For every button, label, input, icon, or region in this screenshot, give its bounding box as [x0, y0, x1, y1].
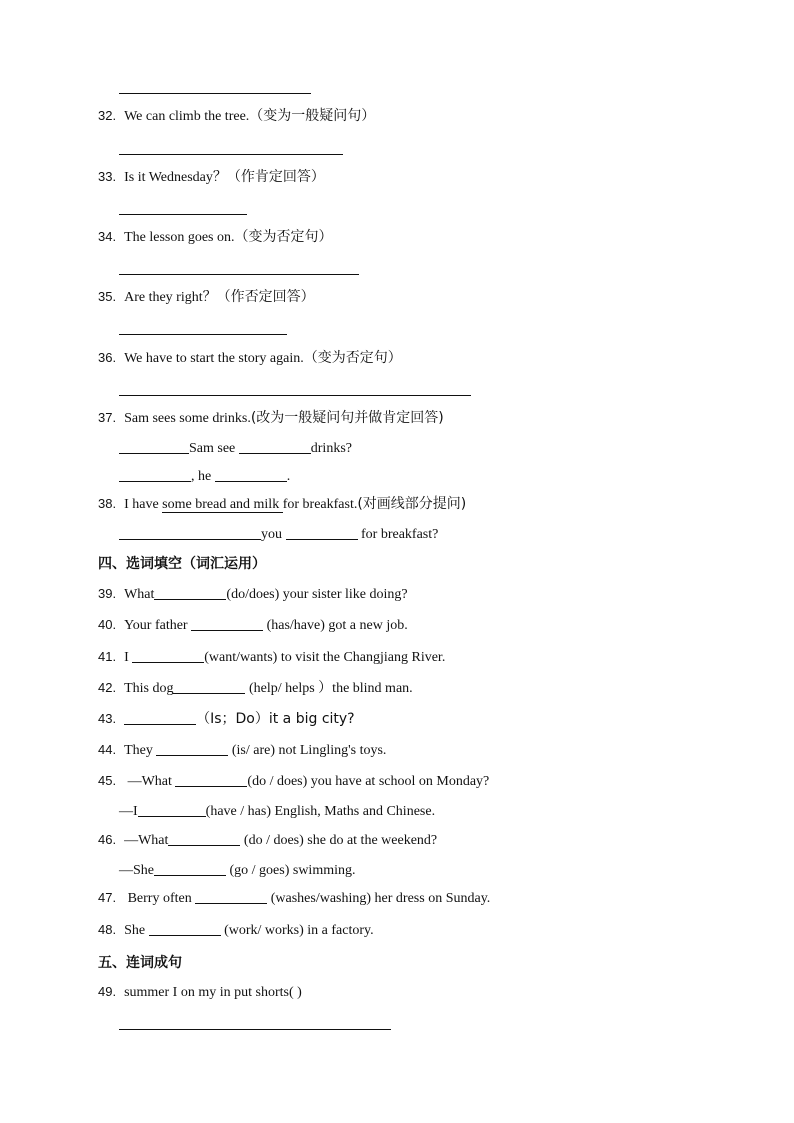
fill-blank[interactable]: [173, 679, 245, 694]
answer-line-35[interactable]: [119, 333, 287, 335]
section-heading-5: 五、连词成句: [98, 955, 182, 971]
instruction: (改为一般疑问句并做肯定回答): [250, 410, 444, 426]
sentence-part: (go / goes) swimming.: [226, 863, 356, 878]
question-number: 46.: [98, 832, 117, 847]
question-46-line-2: [119, 861, 356, 880]
sentence-part: (has/have) got a new job.: [263, 618, 408, 633]
fill-blank[interactable]: [119, 525, 261, 540]
question-text: for breakfast.: [282, 497, 358, 512]
question-38-line-1: [119, 525, 438, 544]
sentence-part: —What: [124, 833, 169, 848]
sentence-part: .: [286, 469, 291, 484]
question-37-line-2: [119, 467, 290, 486]
sentence-part: (have / has) English, Maths and Chinese.: [205, 804, 436, 819]
sentence-part: —She: [119, 863, 154, 878]
fill-blank[interactable]: [119, 467, 191, 482]
question-number: 33.: [98, 169, 117, 184]
question-number: 43.: [98, 711, 117, 726]
sentence-part: She: [124, 923, 149, 938]
question-48: [98, 921, 374, 940]
question-47: [98, 889, 490, 908]
sentence-part: They: [124, 743, 157, 758]
sentence-part: (work/ works) in a factory.: [220, 923, 374, 938]
fill-blank[interactable]: [175, 772, 247, 787]
instruction: （变为一般疑问句）: [249, 108, 376, 124]
question-35: [98, 288, 315, 307]
fill-blank[interactable]: [239, 439, 311, 454]
sentence-part: Sam see: [189, 441, 239, 456]
answer-line-34[interactable]: [119, 273, 359, 275]
fill-blank[interactable]: [149, 921, 221, 936]
sentence-part: (want/wants) to visit the Changjiang River.: [204, 650, 446, 665]
question-number: 41.: [98, 649, 117, 664]
instruction: （变为否定句）: [303, 350, 402, 366]
sentence-part: (help/ helps ）the blind man.: [245, 681, 413, 696]
fill-blank[interactable]: [195, 889, 267, 904]
answer-line-49[interactable]: [119, 1028, 391, 1030]
question-number: 38.: [98, 496, 117, 511]
question-text: We have to start the story again.: [124, 351, 304, 366]
question-42: [98, 679, 413, 698]
question-text: Are they right？: [124, 290, 217, 305]
question-text: We can climb the tree.: [124, 109, 250, 124]
fill-blank[interactable]: [156, 741, 228, 756]
sentence-part: (do / does) you have at school on Monday?: [247, 774, 490, 789]
fill-blank[interactable]: [138, 802, 206, 817]
question-41: [98, 648, 445, 667]
question-43: [98, 710, 355, 729]
question-text: The lesson goes on.: [124, 230, 235, 245]
fill-blank[interactable]: [286, 525, 358, 540]
question-44: [98, 741, 386, 760]
sentence-part: for breakfast?: [357, 527, 439, 542]
sentence-part: , he: [191, 469, 215, 484]
fill-blank[interactable]: [154, 861, 226, 876]
question-number: 37.: [98, 410, 117, 425]
fill-blank[interactable]: [168, 831, 240, 846]
sentence-part: —What: [124, 774, 176, 789]
sentence-part: Berry often: [124, 891, 196, 906]
sentence-part: I: [124, 650, 133, 665]
instruction: （变为否定句）: [234, 229, 333, 245]
question-46: [98, 831, 437, 850]
sentence-part: Your father: [124, 618, 192, 633]
question-text: I have: [124, 497, 163, 512]
answer-line-31[interactable]: [119, 92, 311, 94]
instruction: （作否定回答）: [216, 289, 315, 305]
question-45-line-2: [119, 802, 435, 821]
sentence-part: (washes/washing) her dress on Sunday.: [267, 891, 491, 906]
sentence-part: (is/ are) not Lingling's toys.: [228, 743, 387, 758]
question-number: 42.: [98, 680, 117, 695]
question-34: [98, 228, 333, 247]
sentence-part: What: [124, 587, 155, 602]
question-number: 32.: [98, 108, 117, 123]
question-text: summer I on my in put shorts( ): [124, 985, 302, 1000]
question-text: Sam sees some drinks.: [124, 411, 251, 426]
answer-line-33[interactable]: [119, 213, 247, 215]
question-number: 36.: [98, 350, 117, 365]
question-33: [98, 168, 325, 187]
sentence-part: drinks?: [310, 441, 352, 456]
instruction: （作肯定回答）: [226, 169, 325, 185]
answer-line-36[interactable]: [119, 394, 471, 396]
question-number: 49.: [98, 984, 117, 999]
question-number: 40.: [98, 617, 117, 632]
question-32: [98, 107, 375, 126]
question-number: 35.: [98, 289, 117, 304]
sentence-part: —I: [119, 804, 138, 819]
sentence-part: (do/does) your sister like doing?: [226, 587, 408, 602]
fill-blank[interactable]: [215, 467, 287, 482]
question-40: [98, 616, 408, 635]
instruction: (对画线部分提问): [357, 496, 467, 512]
question-number: 48.: [98, 922, 117, 937]
sentence-part: This dog: [124, 681, 174, 696]
sentence-part: you: [261, 527, 286, 542]
question-number: 34.: [98, 229, 117, 244]
sentence-part: （Is；Do）it a big city?: [196, 711, 355, 727]
question-number: 45.: [98, 773, 117, 788]
fill-blank[interactable]: [124, 710, 196, 725]
question-45: [98, 772, 489, 791]
question-38: [98, 495, 466, 514]
sentence-part: (do / does) she do at the weekend?: [240, 833, 438, 848]
question-36: [98, 349, 402, 368]
fill-blank[interactable]: [191, 616, 263, 631]
question-49: [98, 983, 302, 1002]
fill-blank[interactable]: [132, 648, 204, 663]
underlined-phrase: some bread and milk: [162, 497, 283, 512]
question-number: 44.: [98, 742, 117, 757]
section-heading-4: 四、选词填空（词汇运用）: [98, 556, 266, 572]
question-text: Is it Wednesday？: [124, 170, 227, 185]
question-37-line-1: [119, 439, 352, 458]
question-37: [98, 409, 444, 428]
answer-line-32[interactable]: [119, 153, 343, 155]
fill-blank[interactable]: [154, 585, 226, 600]
fill-blank[interactable]: [119, 439, 189, 454]
question-number: 47.: [98, 890, 117, 905]
question-39: [98, 585, 408, 604]
question-number: 39.: [98, 586, 117, 601]
